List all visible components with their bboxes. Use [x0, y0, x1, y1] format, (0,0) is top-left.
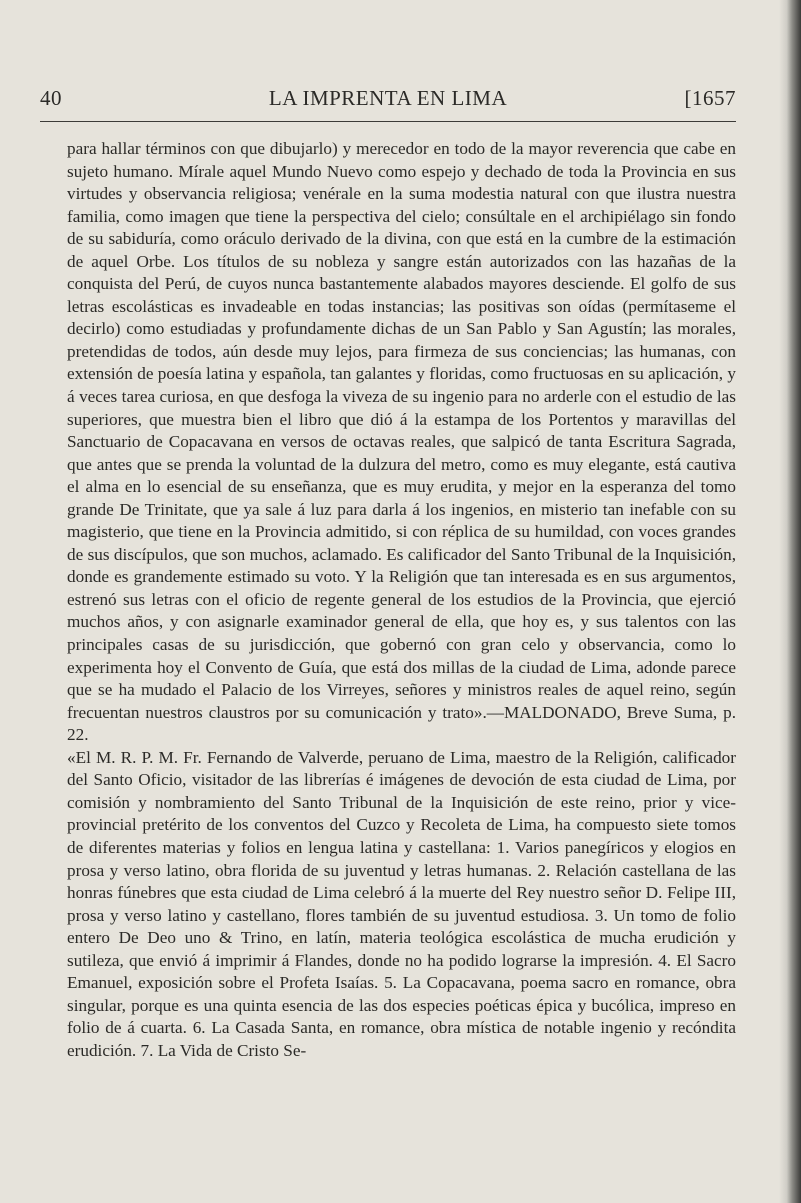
- running-header: [40, 86, 736, 120]
- body-text: [67, 138, 736, 1062]
- header-rule: [40, 121, 736, 122]
- paragraph: para hallar términos con que dibujarlo) y merecedor en todo de la mayor reverencia que cabe en sujeto humano. Mírale aquel Mundo Nuevo como espejo y dechado de toda la Provincia en sus virtudes y observancia religiosa; venérale en la suma modestia natural con que ilustra nuestra familia, como imagen que tiene la perspectiva del cielo; consúltale en el archipiélago sin fondo de su sabiduría, como oráculo derivado de la divina, con que está en la cumbre de la estimación de aquel Orbe. Los títulos de su nobleza y sangre están autorizados con las hazañas de la conquista del Perú, de cuyos nunca bastantemente alabados mayores desciende. El golfo de sus letras escolásticas es invadeable en todas instancias; las positivas son oídas (permítaseme el decirlo) como estudiadas y profundamente dichas de un San Pablo y San Agustín; las morales, pretendidas de todos, aún desde muy lejos, para firmeza de sus conciencias; las humanas, con extensión de poesía latina y española, tan galantes y floridas, como fructuosas en su aplicación, y á veces tarea curiosa, en que desfoga la viveza de su ingenio para no arderle con el estudio de las superiores, que muestra bien el libro que dió á la estampa de los Portentos y maravillas del Sanctuario de Copacavana en versos de octavas reales, que salpicó de tanta Escritura Sagrada, que antes que se prenda la voluntad de la dulzura del metro, como es muy elegante, está cautiva el alma en lo esencial de su enseñanza, que es muy erudita, y mejor en la esperanza del tomo grande De Trinitate, que ya sale á luz para darla á los ingenios, en misterio tan inefable con su magisterio, que tiene en la Provincia admitido, si con réplica de su humildad, con voces grandes de sus discípulos, que son muchos, aclamado. Es calificador del Santo Tribunal de la Inquisición, donde es grandemente estimado su voto. Y la Religión que tan interesada es en sus argumentos, estrenó sus letras con el oficio de regente general de los estudios de la Provincia, que ejerció muchos años, y con asignarle examinador general de ella, que hoy es, y sus talentos con las principales casas de su jurisdicción, que gobernó con gran celo y observancia, como lo experimenta hoy el Convento de Guía, que está dos millas de la ciudad de Lima, adonde parece que se ha mudado el Palacio de los Virreyes, señores y ministros reales de aquel reino, según frecuentan nuestros claustros por su comunicación y trato».—MALDONADO, Breve Suma, p. 22.: [67, 139, 736, 745]
- page-edge-shadow: [779, 0, 801, 1203]
- running-title: LA IMPRENTA EN LIMA: [268, 86, 508, 110]
- paragraph: «El M. R. P. M. Fr. Fernando de Valverde, peruano de Lima, maestro de la Religión, calificador del Santo Oficio, visitador de las librerías é imágenes de devoción de esta ciudad de Lima, por comisión y nombramiento del Santo Tribunal de la Inquisición de este reino, prior y vice-provincial pretérito de los conventos del Cuzco y Recoleta de Lima, ha compuesto siete tomos de diferentes materias y folios en lengua latina y castellana: 1. Varios panegíricos y elogios en prosa y verso latino, obra florida de su juventud y letras humanas. 2. Relación castellana de las honras fúnebres que esta ciudad de Lima celebró á la muerte del Rey nuestro señor D. Felipe III, prosa y verso latino y castellano, flores también de su juventud estudiosa. 3. Un tomo de folio entero De Deo uno & Trino, en latín, materia teológica escolástica de mucha erudición y sutileza, que envió á imprimir á Flandes, donde no ha podido lograrse la impresión. 4. El Sacro Emanuel, exposición sobre el Profeta Isaías. 5. La Copacavana, poema sacro en romance, obra singular, porque es una quinta esencia de las dos especies poéticas épica y bucólica, impreso en folio de á cuarta. 6. La Casada Santa, en romance, obra mística de notable ingenio y recóndita erudición. 7. La Vida de Cristo Se-: [67, 747, 736, 1060]
- header-year: [1657: [684, 86, 736, 110]
- page-number: 40: [40, 86, 62, 110]
